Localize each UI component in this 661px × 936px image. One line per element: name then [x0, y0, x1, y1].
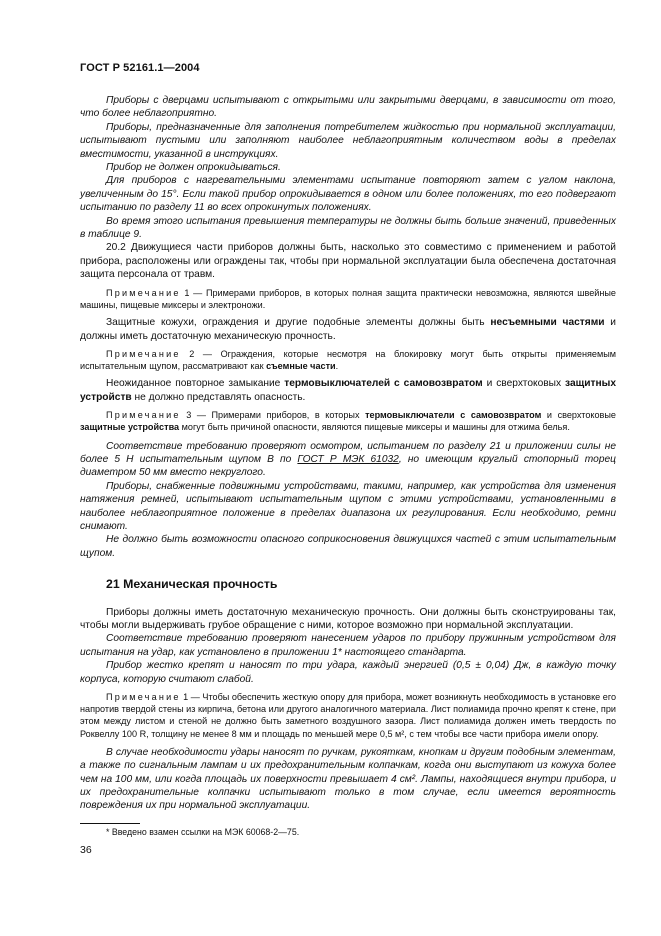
paragraph-no-contact: Не должно быть возможности опасного соприкосновения движущихся частей с этим испытательным щупом. — [80, 534, 616, 559]
paragraph-movable-devices: Приборы, снабженные подвижными устройствами, такими, например, как устройства для изменения натяжения ремней, испытывают испытательным щупом с этими устройствами, установленными в наиболее неблагоприятное положение в пределах диапазона их регулирования. Если необходимо, ремни снимают. — [80, 480, 616, 532]
paragraph-blows: Прибор жестко крепят и наносят по три удара, каждый энергией (0,5 ± 0,04) Дж, в каждую точку корпуса, которую считают слабой. — [80, 660, 616, 685]
term-non-detachable-parts: несъемными частями — [490, 317, 605, 329]
note-3: Примечание 3 — Примерами приборов, в которых термовыключатели с самовозвратом и сверхтоковые защитные устройства могут быть причиной опасности, являются пищевые миксеры и машины для отжима белья. — [80, 410, 616, 433]
paragraph-heating-elements: Для приборов с нагревательными элементами испытание повторяют затем с углом наклона, увеличенным до 15°. Если такой прибор опрокидывается в одном или более положениях, то его подвергают испытанию по разделу 11 во всех опрокинутых положениях. — [80, 175, 616, 214]
footnote-divider — [80, 823, 140, 824]
note-label: Примечание — [106, 348, 181, 359]
page-number: 36 — [80, 844, 92, 856]
clause-20-2: 20.2 Движущиеся части приборов должны быть, насколько это совместимо с применением и работой прибора, расположены или ограждены так, чтобы при нормальной эксплуатации была обеспечена достаточная защита персонала от травм. — [80, 242, 616, 281]
paragraph-reclosure: Неожиданное повторное замыкание термовыключателей с самовозвратом и сверхтоковых защитных устройств не должно представлять опасность. — [80, 378, 616, 403]
paragraph-knobs-lamps: В случае необходимости удары наносят по ручкам, рукояткам, кнопкам и другим подобным элементам, а также по сигнальным лампам и их предохранительным колпачкам, когда они выступают из кожуха более чем на 100 мм, или когда площадь их поверхности превышает 4 см². Лампы, находящиеся внутри прибора, и их предохранительные колпачки испытывают только в том случае, если имеется вероятность повреждения их при нормальной эксплуатации. — [80, 746, 616, 812]
standard-reference-link[interactable]: ГОСТ Р МЭК 61032 — [297, 453, 399, 465]
note-2: Примечание 2 — Ограждения, которые несмотря на блокировку могут быть открыты применяемым испытательным щупом, рассматривают как съемные части. — [80, 348, 616, 372]
paragraph-impact-test: Соответствие требованию проверяют нанесением ударов по прибору пружинным устройством для испытания на удар, как установлено в приложении 1* настоящего стандарта. — [80, 633, 616, 658]
note-label: Примечание — [106, 287, 181, 298]
footnote: * Введено взамен ссылки на МЭК 60068-2—75. — [106, 826, 300, 837]
term-self-resetting-thermal-cut-outs: термовыключатели с самовозвратом — [365, 410, 542, 421]
paragraph-guards: Защитные кожухи, ограждения и другие подобные элементы должны быть несъемными частями и должны иметь достаточную механическую прочность. — [80, 317, 617, 342]
term-self-resetting-thermal-cut-outs: термовыключателей с самовозвратом — [284, 378, 483, 390]
term-protective-devices: защитных устройств — [80, 378, 616, 403]
paragraph-compliance-check: Соответствие требованию проверяют осмотром, испытанием по разделу 21 и приложении силы не более 5 Н испытательным щупом В по ГОСТ Р МЭК 61032, но имеющим круглый стопорный торец диаметром 50 мм вместо некруглого. — [80, 440, 616, 479]
note-label: Примечание — [106, 410, 181, 421]
section-title: 21 Механическая прочность — [106, 577, 278, 592]
term-protective-devices: защитные устройства — [80, 422, 180, 433]
note-label: Примечание — [106, 692, 181, 703]
page-header: ГОСТ Р 52161.1—2004 — [80, 62, 200, 74]
page-content — [80, 94, 616, 838]
paragraph-liquid-fill: Приборы, предназначенные для заполнения потребителем жидкостью при нормальной эксплуатации, испытывают пустыми или заполняют наиболее неблагоприятным количеством воды в пределах вместимости, указанной в инструкциях. — [80, 121, 616, 160]
paragraph-no-tip-over: Прибор не должен опрокидываться. — [106, 162, 281, 174]
term-detachable-parts: съемные части — [266, 361, 336, 372]
note-1: Примечание 1 — Примерами приборов, в которых полная защита практически невозможна, являются швейные машины, пищевые миксеры и электроножи. — [80, 287, 616, 310]
paragraph-temperature-rise: Во время этого испытания превышения температуры не должны быть больше значений, приведенных в таблице 9. — [80, 215, 616, 241]
paragraph-doors: Приборы с дверцами испытывают с открытыми или закрытыми дверцами, в зависимости от того, что более неблагоприятно. — [80, 95, 616, 120]
note-4: Примечание 1 — Чтобы обеспечить жесткую опору для прибора, может возникнуть необходимость в установке его напротив твердой стены из кирпича, бетона или другого аналогичного материала. Лист полиамида прочно крепят к стене, при этом между листом и стеной не должно быть заметного воздушного зазора. Лист полиамида должен иметь твердость по Роквеллу 100 R, толщину не менее 8 мм и площадь по меньшей мере 0,5 м², с тем чтобы все части прибора имели опору. — [80, 692, 616, 739]
paragraph-mechanical-strength: Приборы должны иметь достаточную механическую прочность. Они должны быть сконструированы так, чтобы могли выдерживать грубое обращение с ними, которое возможно при нормальной эксплуатации. — [80, 606, 616, 631]
